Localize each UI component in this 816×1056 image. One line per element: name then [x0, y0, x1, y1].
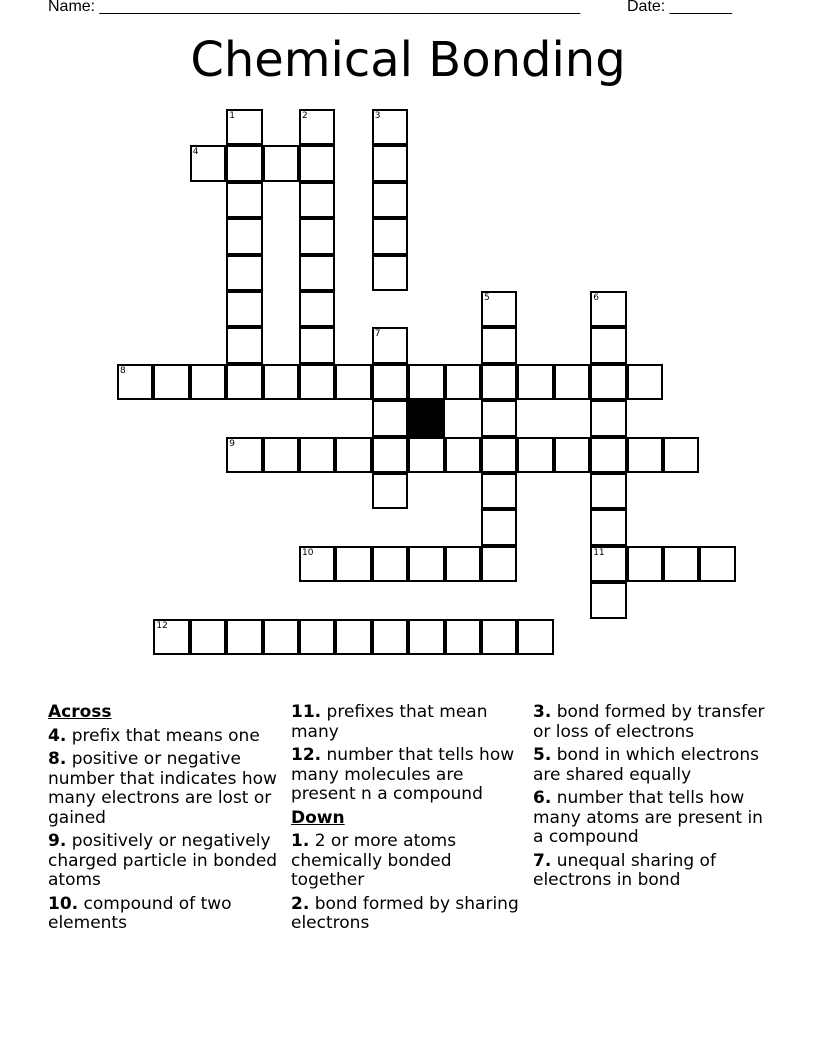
crossword-cell[interactable] [263, 619, 299, 655]
clue-number: 1 [229, 111, 235, 121]
crossword-cell[interactable] [190, 145, 226, 181]
crossword-cell[interactable] [627, 364, 663, 400]
crossword-cell[interactable] [590, 291, 626, 327]
crossword-cell[interactable] [335, 437, 371, 473]
crossword-cell[interactable] [481, 619, 517, 655]
clue-number: 11 [593, 547, 605, 558]
crossword-cell[interactable] [226, 182, 262, 218]
crossword-cell[interactable] [226, 145, 262, 181]
clue-across-9: 9. positively or negatively charged particle in bonded atoms [48, 831, 278, 890]
crossword-cell[interactable] [554, 437, 590, 473]
crossword-cell[interactable] [627, 546, 663, 582]
crossword-cell[interactable] [372, 473, 408, 509]
crossword-cell[interactable] [445, 546, 481, 582]
crossword-cell[interactable] [335, 364, 371, 400]
crossword-cell[interactable] [372, 364, 408, 400]
crossword-cell[interactable] [226, 364, 262, 400]
date-field-label: Date: _______ [627, 0, 732, 15]
crossword-cell[interactable] [299, 619, 335, 655]
clue-down-3: 3. bond formed by transfer or loss of electrons [533, 702, 765, 742]
crossword-cell[interactable] [481, 437, 517, 473]
crossword-cell[interactable] [517, 437, 553, 473]
clue-across-4: 4. prefix that means one [48, 725, 260, 746]
crossword-cell[interactable] [226, 291, 262, 327]
clues-column-3 [533, 703, 765, 895]
crossword-cell[interactable] [372, 327, 408, 363]
clue-number: 9 [229, 438, 235, 449]
crossword-cell[interactable] [481, 473, 517, 509]
crossword-cell[interactable] [226, 619, 262, 655]
clue-across-12: 12. number that tells how many molecules are present n a compound [291, 745, 515, 804]
crossword-cell[interactable] [299, 546, 335, 582]
clue-number: 7 [374, 329, 381, 340]
crossword-cell[interactable] [627, 437, 663, 473]
crossword-cell[interactable] [226, 437, 262, 473]
crossword-cell[interactable] [335, 619, 371, 655]
crossword-cell[interactable] [153, 364, 189, 400]
crossword-cell[interactable] [445, 437, 481, 473]
crossword-cell[interactable] [372, 218, 408, 254]
crossword-cell[interactable] [481, 291, 517, 327]
crossword-cell[interactable] [299, 364, 335, 400]
crossword-cell[interactable] [299, 218, 335, 254]
crossword-cell[interactable] [190, 364, 226, 400]
crossword-cell[interactable] [481, 327, 517, 363]
crossword-cell[interactable] [299, 145, 335, 181]
clue-down-2: 2. bond formed by sharing electrons [291, 893, 519, 933]
crossword-cell[interactable] [153, 619, 189, 655]
crossword-cell[interactable] [408, 437, 444, 473]
crossword-cell[interactable] [445, 364, 481, 400]
crossword-cell[interactable] [590, 546, 626, 582]
crossword-cell[interactable] [226, 218, 262, 254]
crossword-cell[interactable] [372, 255, 408, 291]
clue-number: 8 [120, 365, 126, 376]
crossword-cell[interactable] [226, 255, 262, 291]
crossword-cell[interactable] [481, 509, 517, 545]
crossword-cell[interactable] [590, 473, 626, 509]
crossword-cell[interactable] [481, 400, 517, 436]
crossword-cell[interactable] [481, 364, 517, 400]
clue-down-7: 7. unequal sharing of electrons in bond [533, 850, 716, 890]
crossword-cell[interactable] [663, 437, 699, 473]
crossword-cell[interactable] [663, 546, 699, 582]
crossword-cell[interactable] [299, 255, 335, 291]
clue-across-8: 8. positive or negative number that indicates how many electrons are lost or gained [48, 749, 277, 828]
crossword-cell[interactable] [372, 437, 408, 473]
crossword-cell[interactable] [372, 182, 408, 218]
clue-number: 12 [156, 620, 168, 631]
clue-down-5: 5. bond in which electrons are shared equally [533, 745, 759, 785]
crossword-cell[interactable] [517, 619, 553, 655]
crossword-cell[interactable] [335, 546, 371, 582]
crossword-cell[interactable] [590, 364, 626, 400]
crossword-cell[interactable] [372, 546, 408, 582]
crossword-cell[interactable] [590, 327, 626, 363]
down-heading: Down [291, 807, 345, 828]
crossword-cell[interactable] [590, 400, 626, 436]
crossword-black-cell [408, 400, 444, 436]
crossword-cell[interactable] [408, 546, 444, 582]
crossword-cell[interactable] [299, 291, 335, 327]
crossword-cell[interactable] [372, 400, 408, 436]
clue-number: 4 [192, 147, 199, 158]
crossword-cell[interactable] [699, 546, 735, 582]
crossword-cell[interactable] [299, 182, 335, 218]
name-field-label: Name: ______________________________________________________ [48, 0, 581, 15]
crossword-cell[interactable] [299, 437, 335, 473]
crossword-cell[interactable] [372, 109, 408, 145]
crossword-cell[interactable] [226, 327, 262, 363]
clue-number: 5 [484, 293, 490, 303]
crossword-cell[interactable] [554, 364, 590, 400]
crossword-cell[interactable] [263, 437, 299, 473]
crossword-cell[interactable] [481, 546, 517, 582]
crossword-cell[interactable] [372, 145, 408, 181]
crossword-cell[interactable] [408, 619, 444, 655]
crossword-cell[interactable] [226, 109, 262, 145]
crossword-cell[interactable] [263, 145, 299, 181]
clue-number: 2 [302, 111, 308, 121]
crossword-cell[interactable] [372, 619, 408, 655]
crossword-cell[interactable] [517, 364, 553, 400]
clues-column-2 [291, 703, 523, 938]
crossword-cell[interactable] [299, 109, 335, 145]
crossword-cell[interactable] [590, 509, 626, 545]
clue-across-11: 11. prefixes that mean many [291, 702, 488, 742]
clue-number: 3 [374, 111, 381, 121]
crossword-cell[interactable] [263, 364, 299, 400]
clue-down-6: 6. number that tells how many atoms are present in a compound [533, 788, 763, 847]
clue-across-10: 10. compound of two elements [48, 893, 232, 933]
crossword-cell[interactable] [299, 327, 335, 363]
crossword-cell[interactable] [117, 364, 153, 400]
clues-column-1 [48, 703, 280, 938]
crossword-cell[interactable] [590, 437, 626, 473]
clue-down-1: 1. 2 or more atoms chemically bonded together [291, 831, 457, 890]
crossword-cell[interactable] [190, 619, 226, 655]
across-heading: Across [48, 702, 112, 722]
crossword-cell[interactable] [408, 364, 444, 400]
page-title: Chemical Bonding [190, 32, 626, 88]
crossword-cell[interactable] [590, 582, 626, 618]
clue-number: 6 [593, 293, 599, 303]
crossword-cell[interactable] [445, 619, 481, 655]
clue-number: 10 [302, 547, 314, 558]
